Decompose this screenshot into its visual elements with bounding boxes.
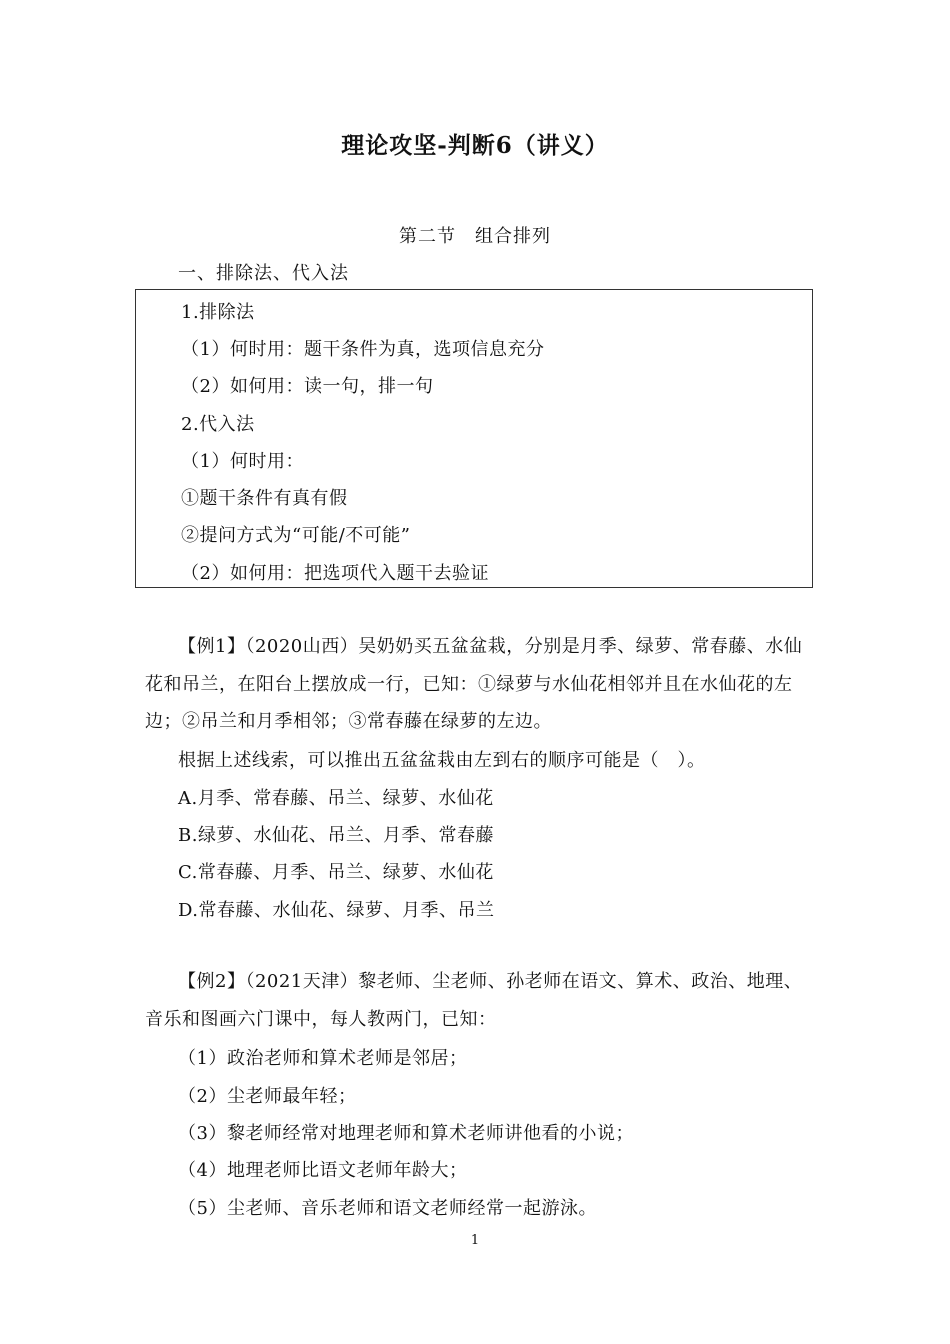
method-line: ①题干条件有真有假 <box>181 488 348 509</box>
method-line: （2）如何用：把选项代入题干去验证 <box>181 563 489 584</box>
page-number: 1 <box>470 1233 480 1248</box>
example1-question: 根据上述线索，可以推出五盆盆栽由左到右的顺序可能是（ ）。 <box>178 750 706 771</box>
example1-stem: 【例1】（2020山西）吴奶奶买五盆盆栽，分别是月季、绿萝、常春藤、水仙花和吊兰，在阳台上摆放成一行，已知：①绿萝与水仙花相邻并且在水仙花的左边；②吊兰和月季相邻；③常春藤在绿萝的左边。 <box>145 636 803 732</box>
page-title: 理论攻坚-判断6（讲义） <box>341 132 609 159</box>
example2-condition: （4）地理老师比语文老师年龄大； <box>178 1160 468 1181</box>
example2-condition: （3）黎老师经常对地理老师和算术老师讲他看的小说； <box>178 1123 634 1144</box>
example2-condition: （5）尘老师、音乐老师和语文老师经常一起游泳。 <box>178 1198 597 1219</box>
example1-option-d: D.常春藤、水仙花、绿萝、月季、吊兰 <box>178 900 495 921</box>
method-summary-box <box>135 289 813 588</box>
example1-option-a: A.月季、常春藤、吊兰、绿萝、水仙花 <box>178 788 494 809</box>
method-line: （2）如何用：读一句，排一句 <box>181 376 434 397</box>
example1-option-c: C.常春藤、月季、吊兰、绿萝、水仙花 <box>178 862 494 883</box>
subsection-title: 一、排除法、代入法 <box>178 263 349 284</box>
example2-condition: （1）政治老师和算术老师是邻居； <box>178 1048 468 1069</box>
method-line: 2.代入法 <box>181 414 255 435</box>
method-line: 1.排除法 <box>181 302 255 323</box>
method-line: （1）何时用： <box>181 451 304 472</box>
method-line: ②提问方式为“可能/不可能” <box>181 525 411 546</box>
example2-stem: 【例2】（2021天津）黎老师、尘老师、孙老师在语文、算术、政治、地理、音乐和图画六门课中，每人教两门，已知： <box>145 971 803 1030</box>
example2-condition: （2）尘老师最年轻； <box>178 1086 357 1107</box>
method-line: （1）何时用：题干条件为真，选项信息充分 <box>181 339 545 360</box>
section-title: 第二节 组合排列 <box>399 226 551 247</box>
example1-option-b: B.绿萝、水仙花、吊兰、月季、常春藤 <box>178 825 494 846</box>
